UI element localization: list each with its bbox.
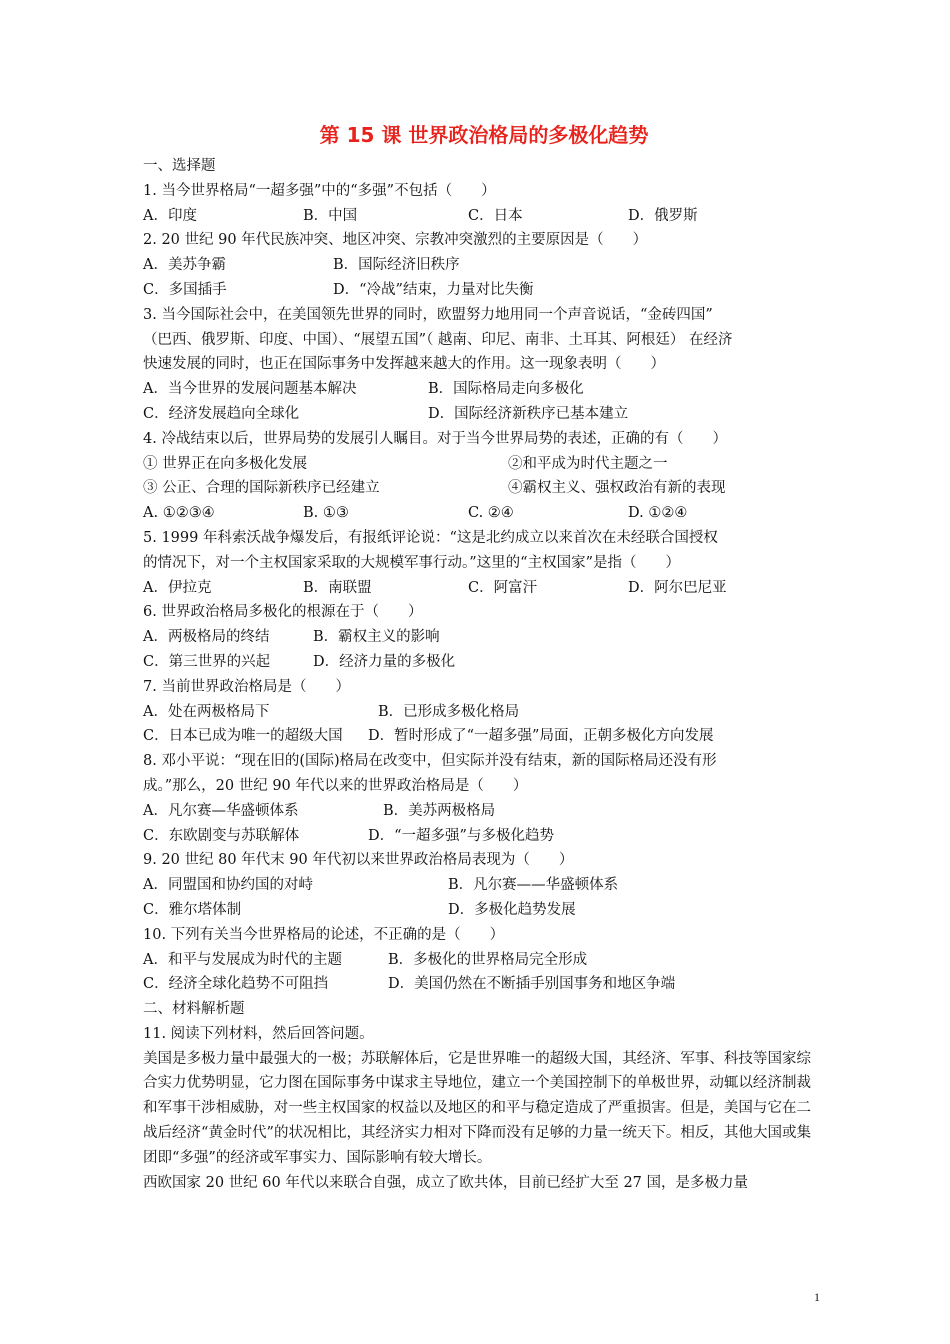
option-c: C．第三世界的兴起 <box>143 653 271 670</box>
section-heading-material: 二、材料解析题 <box>143 1001 245 1018</box>
option-c: C．日本已成为唯一的超级大国 <box>143 728 343 745</box>
q11-stem: 11. 阅读下列材料，然后回答问题。 <box>143 1025 374 1042</box>
option-a: A. ①②③④ <box>143 505 215 522</box>
option-b: B．多极化的世界格局完全形成 <box>388 951 588 968</box>
q9-stem: 9. 20 世纪 80 年代末 90 年代初以来世界政治格局表现为（ ） <box>143 852 574 869</box>
q2-options-row2 <box>143 278 811 303</box>
option-b: B．南联盟 <box>303 579 372 596</box>
option-b: B．霸权主义的影响 <box>313 629 440 646</box>
option-d: D. ①②④ <box>628 505 688 522</box>
q4-items-row2 <box>143 476 811 501</box>
option-d: D．暂时形成了“一超多强”局面，正朝多极化方向发展 <box>368 728 714 745</box>
option-d: D．美国仍然在不断插手别国事务和地区争端 <box>388 976 676 993</box>
q7-stem: 7. 当前世界政治格局是（ ） <box>143 678 350 695</box>
q5-stem-line2: 的情况下，对一个主权国家采取的大规模军事行动。”这里的“主权国家”是指（ ） <box>143 554 680 571</box>
option-b: B．已形成多极化格局 <box>378 703 520 720</box>
q6-options-row2 <box>143 650 811 675</box>
option-b: B．国际经济旧秩序 <box>333 257 460 274</box>
statement-3: ③ 公正、合理的国际新秩序已经建立 <box>143 480 380 497</box>
option-d: D．“一超多强”与多极化趋势 <box>368 827 554 844</box>
q3-options-row1 <box>143 377 811 402</box>
q7-options-row2 <box>143 724 811 749</box>
document-page <box>143 118 811 1195</box>
option-d: D．“冷战”结束，力量对比失衡 <box>333 281 534 298</box>
option-a: A．同盟国和协约国的对峙 <box>143 877 313 894</box>
option-b: B．国际格局走向多极化 <box>428 381 584 398</box>
option-c: C．经济全球化趋势不可阻挡 <box>143 976 329 993</box>
statement-4: ④霸权主义、强权政治有新的表现 <box>508 480 726 497</box>
section-heading-choice: 一、选择题 <box>143 158 216 174</box>
q9-options-row1 <box>143 873 811 898</box>
q10-options-row2 <box>143 972 811 997</box>
option-a: A．伊拉克 <box>143 579 212 596</box>
option-a: A．印度 <box>143 207 197 224</box>
q1-options <box>143 204 811 229</box>
option-b: B．美苏两极格局 <box>383 802 496 819</box>
q3-stem-line2: （巴西、俄罗斯、印度、中国）、“展望五国”（ 越南、印尼、南非、土耳其、阿根廷） 在经济 <box>143 331 733 348</box>
material-paragraph-1: 美国是多极力量中最强大的一极；苏联解体后，它是世界唯一的超级大国，其经济、军事、科技等国家综合实力优势明显，它力图在国际事务中谋求主导地位，建立一个美国控制下的单极世界，动辄以经济制裁和军事干涉相威胁，对一些主权国家的权益以及地区的和平与稳定造成了严重损害。但是，美国与它在二战后经济“黄金时代”的状况相比，其经济实力相对下降而没有足够的力量一统天下。相反，其他大国或集团即“多强”的经济或军事实力、国际影响有较大增长。 <box>143 1050 811 1166</box>
option-a: A．凡尔赛—华盛顿体系 <box>143 802 299 819</box>
statement-1: ① 世界正在向多极化发展 <box>143 455 308 472</box>
page-title: 第 15 课 世界政治格局的多极化趋势 <box>319 123 649 147</box>
q4-items-row1 <box>143 452 811 477</box>
option-a: A．美苏争霸 <box>143 257 226 274</box>
q6-options-row1 <box>143 625 811 650</box>
q4-stem: 4. 冷战结束以后，世界局势的发展引人瞩目。对于当今世界局势的表述，正确的有（ ） <box>143 430 727 447</box>
option-d: D．多极化趋势发展 <box>448 901 576 918</box>
q4-options <box>143 501 811 526</box>
q8-options-row2 <box>143 824 811 849</box>
option-d: D．俄罗斯 <box>628 207 698 224</box>
q10-options-row1 <box>143 948 811 973</box>
q1-stem: 1. 当今世界格局“一超多强”中的“多强”不包括（ ） <box>143 182 496 199</box>
option-d: D．经济力量的多极化 <box>313 653 456 670</box>
q2-stem: 2. 20 世纪 90 年代民族冲突、地区冲突、宗教冲突激烈的主要原因是（ ） <box>143 232 648 249</box>
q3-options-row2 <box>143 402 811 427</box>
option-c: C．日本 <box>468 207 523 224</box>
option-a: A．处在两极格局下 <box>143 703 270 720</box>
q8-options-row1 <box>143 799 811 824</box>
q8-stem-line2: 成。”那么，20 世纪 90 年代以来的世界政治格局是（ ） <box>143 777 528 794</box>
material-paragraph-2: 西欧国家 20 世纪 60 年代以来联合自强，成立了欧共体，目前已经扩大至 27 国，是多极力量 <box>143 1174 749 1191</box>
q9-options-row2 <box>143 898 811 923</box>
q6-stem: 6. 世界政治格局多极化的根源在于（ ） <box>143 604 423 621</box>
option-d: D．阿尔巴尼亚 <box>628 579 727 596</box>
option-a: A．和平与发展成为时代的主题 <box>143 951 342 968</box>
option-b: B. ①③ <box>303 505 349 522</box>
q3-stem-line3: 快速发展的同时，也正在国际事务中发挥越来越大的作用。这一现象表明（ ） <box>143 356 665 373</box>
statement-2: ②和平成为时代主题之一 <box>508 455 668 472</box>
option-c: C．雅尔塔体制 <box>143 901 242 918</box>
option-c: C. ②④ <box>468 505 514 522</box>
option-c: C．阿富汗 <box>468 579 538 596</box>
option-a: A．当今世界的发展问题基本解决 <box>143 381 357 398</box>
option-b: B．凡尔赛——华盛顿体系 <box>448 877 619 894</box>
option-c: C．多国插手 <box>143 281 227 298</box>
q8-stem-line1: 8. 邓小平说：“现在旧的(国际)格局在改变中，但实际并没有结束，新的国际格局还没有形 <box>143 753 717 770</box>
q3-stem-line1: 3. 当今国际社会中，在美国领先世界的同时，欧盟努力地用同一个声音说话，“金砖四国” <box>143 306 713 323</box>
q10-stem: 10. 下列有关当今世界格局的论述，不正确的是（ ） <box>143 926 505 943</box>
option-b: B．中国 <box>303 207 358 224</box>
q7-options-row1 <box>143 700 811 725</box>
option-d: D．国际经济新秩序已基本建立 <box>428 405 629 422</box>
q5-options <box>143 576 811 601</box>
q2-options-row1 <box>143 253 811 278</box>
option-a: A．两极格局的终结 <box>143 629 270 646</box>
option-c: C．东欧剧变与苏联解体 <box>143 827 300 844</box>
option-c: C．经济发展趋向全球化 <box>143 405 300 422</box>
q5-stem-line1: 5. 1999 年科索沃战争爆发后，有报纸评论说：“这是北约成立以来首次在未经联合国授权 <box>143 529 718 546</box>
page-number: 1 <box>814 1290 820 1304</box>
